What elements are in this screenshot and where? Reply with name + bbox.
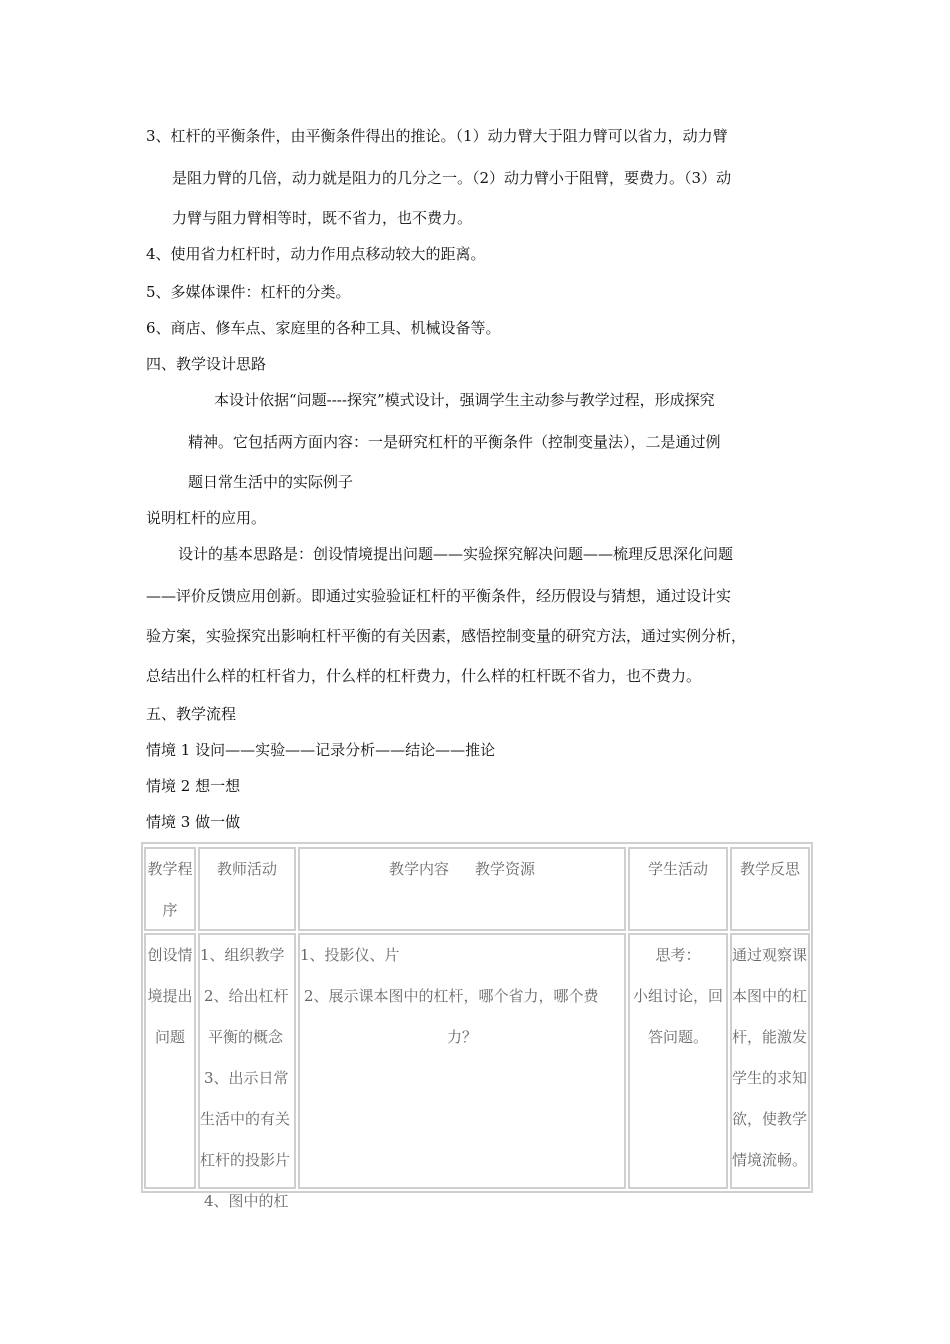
point-3-line-1: 3、杠杆的平衡条件，由平衡条件得出的推论。（1）动力臂大于阻力臂可以省力，动力臂	[146, 127, 728, 145]
section-heading-5: 五、教学流程	[146, 705, 237, 723]
scenario-2: 情境 2 想一想	[146, 777, 241, 795]
design-para-line-2: 精神。它包括两方面内容：一是研究杠杆的平衡条件（控制变量法），二是通过例	[188, 433, 721, 451]
scenario-1: 情境 1 设问——实验——记录分析——结论——推论	[146, 741, 496, 759]
header-content-resources	[298, 847, 626, 931]
row1-teacher-activity: 1、组织教学 2、给出杠杆 平衡的概念 3、出示日常 生活中的有关 杠杆的投影片 4、图中的杠	[198, 933, 296, 1189]
design-para-line-3: 题日常生活中的实际例子	[188, 473, 354, 491]
header-student-activity: 学生活动	[628, 847, 728, 931]
point-6: 6、商店、修车点、家庭里的各种工具、机械设备等。	[146, 319, 501, 337]
approach-para-line-3: 验方案，实验探究出影响杠杆平衡的有关因素，感悟控制变量的研究方法，通过实例分析，	[146, 627, 747, 645]
point-4: 4、使用省力杠杆时，动力作用点移动较大的距离。	[146, 245, 486, 263]
design-para-line-1: 本设计依据“问题----探究”模式设计，强调学生主动参与教学过程，形成探究	[214, 391, 715, 409]
point-5: 5、多媒体课件：杠杆的分类。	[146, 283, 351, 301]
scenario-3: 情境 3 做一做	[146, 813, 241, 831]
point-3-line-3: 力臂与阻力臂相等时，既不省力，也不费力。	[172, 209, 473, 227]
row1-content-resources: 1、投影仪、片 2、展示课本图中的杠杆，哪个省力，哪个费 力？	[298, 933, 626, 1189]
row1-procedure: 创设情 境提出 问题	[144, 933, 196, 1189]
header-teacher-activity: 教师活动	[198, 847, 296, 931]
header-resources: 教学资源	[475, 860, 536, 878]
row1-student-activity: 思考： 小组讨论，回 答问题。	[628, 933, 728, 1189]
header-reflection: 教学反思	[730, 847, 810, 931]
row1-reflection: 通过观察课 本图中的杠 杆，能激发 学生的求知 欲，使教学 情境流畅。	[730, 933, 810, 1189]
approach-para-line-2: ——评价反馈应用创新。即通过实验验证杠杆的平衡条件，经历假设与猜想，通过设计实	[146, 587, 732, 605]
approach-para-line-1: 设计的基本思路是：创设情境提出问题——实验探究解决问题——梳理反思深化问题	[178, 545, 734, 563]
design-para-line-4: 说明杠杆的应用。	[146, 509, 267, 527]
point-3-line-2: 是阻力臂的几倍，动力就是阻力的几分之一。（2）动力臂小于阻臂，要费力。（3）动	[172, 169, 732, 187]
lesson-table	[141, 842, 813, 1210]
approach-para-line-4: 总结出什么样的杠杆省力，什么样的杠杆费力，什么样的杠杆既不省力，也不费力。	[146, 667, 702, 685]
section-heading-4: 四、教学设计思路	[146, 355, 267, 373]
header-procedure: 教学程 序	[144, 847, 196, 931]
header-content: 教学内容	[388, 860, 449, 878]
